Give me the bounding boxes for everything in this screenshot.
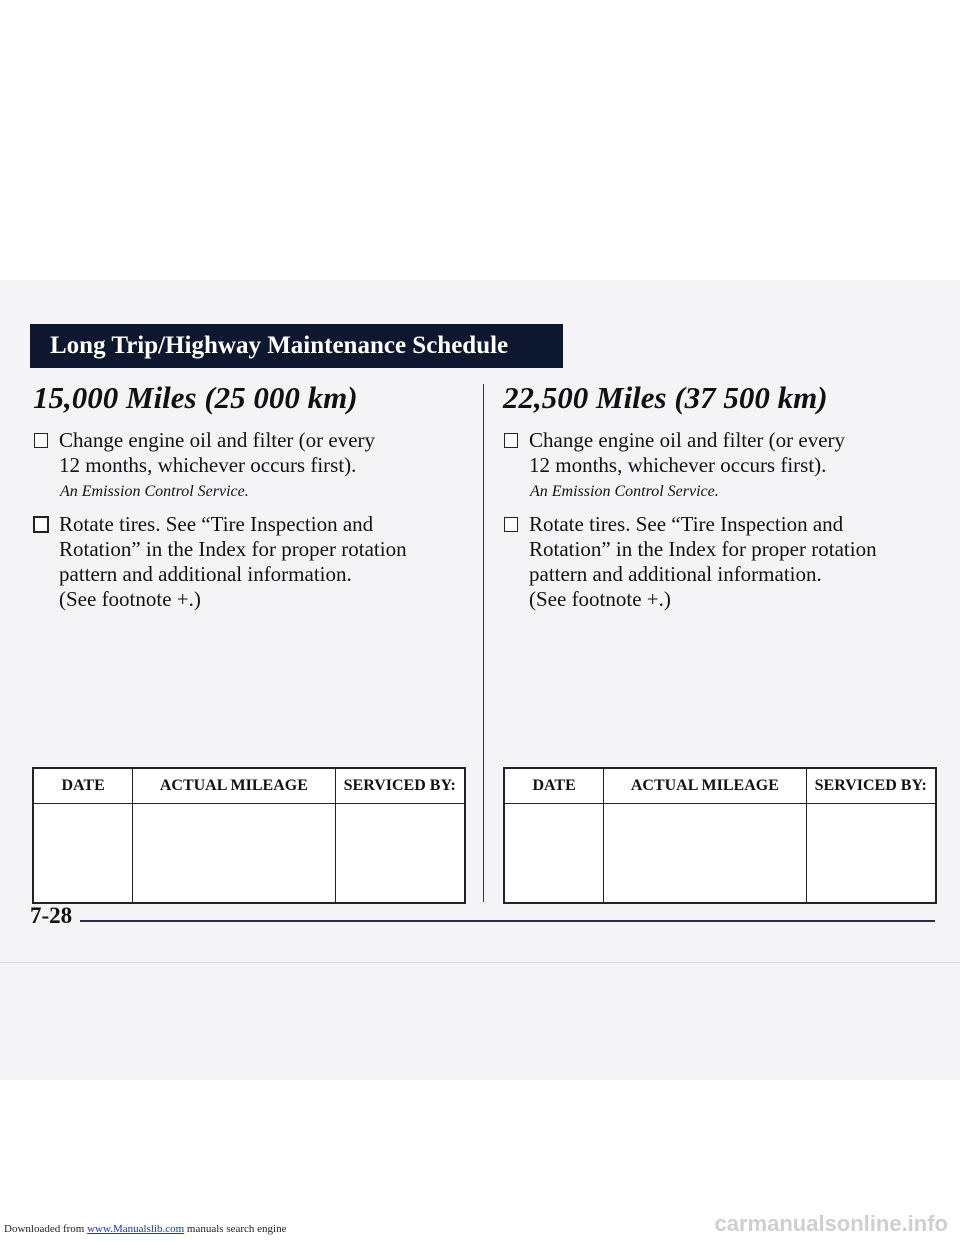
table-header-row (504, 768, 936, 804)
download-credit (4, 1222, 286, 1236)
mileage-header: ACTUAL MILEAGE (133, 768, 335, 804)
service-log-table (32, 767, 466, 904)
table-header-row (33, 768, 465, 804)
item-line: Rotation” in the Index for proper rotation (59, 537, 407, 561)
service-item (33, 512, 473, 612)
serviced-by-header: SERVICED BY: (806, 768, 936, 804)
footer-rule (80, 920, 935, 922)
service-item (503, 512, 943, 612)
item-line: Rotate tires. See “Tire Inspection and (59, 512, 374, 536)
page-number: 7-28 (30, 903, 73, 928)
right-column (503, 378, 943, 612)
service-item (33, 428, 473, 502)
service-log-table (503, 767, 937, 904)
item-line: (See footnote +.) (59, 587, 201, 611)
download-prefix: Downloaded from (4, 1223, 88, 1235)
serviced-by-cell[interactable] (806, 804, 936, 904)
emission-note: An Emission Control Service. (60, 483, 249, 500)
checkbox-icon[interactable] (33, 516, 49, 533)
serviced-by-cell[interactable] (335, 804, 465, 904)
table-row (504, 804, 936, 904)
mileage-cell[interactable] (133, 804, 335, 904)
item-line: (See footnote +.) (529, 587, 671, 611)
date-cell[interactable] (504, 804, 604, 904)
scan-line (0, 962, 960, 963)
item-line: pattern and additional information. (59, 562, 352, 586)
section-header: Long Trip/Highway Maintenance Schedule (30, 324, 563, 368)
download-suffix: manuals search engine (184, 1223, 287, 1235)
left-column (33, 378, 473, 612)
item-line: 12 months, whichever occurs first). (59, 453, 357, 477)
service-item (503, 428, 943, 502)
item-line: 12 months, whichever occurs first). (529, 453, 827, 477)
mileage-heading: 15,000 Miles (25 000 km) (33, 380, 358, 415)
manualslib-link[interactable]: www.Manualslib.com (87, 1223, 185, 1235)
table-row (33, 804, 465, 904)
item-line: Rotation” in the Index for proper rotation (529, 537, 877, 561)
checkbox-icon[interactable] (34, 433, 48, 448)
checkbox-icon[interactable] (504, 517, 518, 532)
date-header: DATE (504, 768, 604, 804)
column-divider (483, 384, 484, 902)
mileage-heading: 22,500 Miles (37 500 km) (503, 380, 828, 415)
date-header: DATE (33, 768, 133, 804)
item-line: pattern and additional information. (529, 562, 822, 586)
mileage-cell[interactable] (604, 804, 806, 904)
emission-note: An Emission Control Service. (530, 483, 719, 500)
watermark: carmanualsonline.info (714, 1211, 948, 1236)
mileage-header: ACTUAL MILEAGE (604, 768, 806, 804)
item-line: Change engine oil and filter (or every (59, 428, 376, 452)
date-cell[interactable] (33, 804, 133, 904)
item-line: Rotate tires. See “Tire Inspection and (529, 512, 844, 536)
item-line: Change engine oil and filter (or every (529, 428, 846, 452)
checkbox-icon[interactable] (504, 433, 518, 448)
serviced-by-header: SERVICED BY: (335, 768, 465, 804)
